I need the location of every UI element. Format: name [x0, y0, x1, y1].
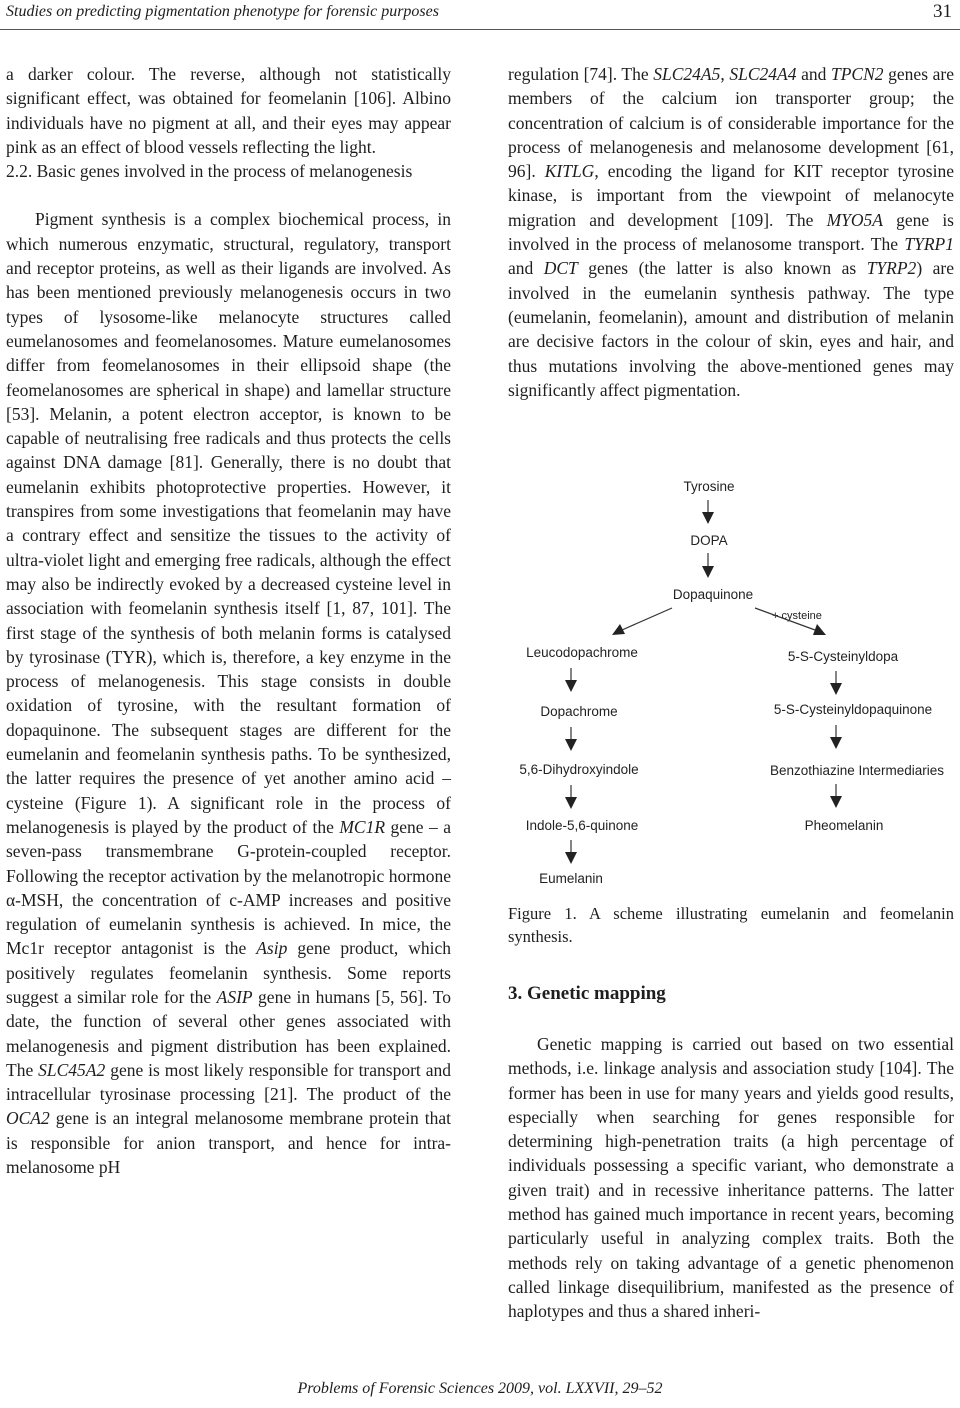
- node-dopa: DOPA: [690, 533, 728, 548]
- gene-name: TYRP1: [904, 234, 954, 255]
- arrow-dopachrome-dihydroxyindole: [565, 727, 577, 751]
- arrow-dihydroxyindole-indolequinone: [565, 785, 577, 809]
- node-eumelanin: Eumelanin: [539, 871, 603, 886]
- cysteine-label: + cysteine: [772, 610, 822, 622]
- arrow-dopa-dopaquinone: [702, 553, 714, 578]
- arrow-indolequinone-eumelanin: [565, 840, 577, 864]
- node-benzothiazine: Benzothiazine Intermediaries: [769, 763, 945, 778]
- gene-name: ASIP: [216, 986, 253, 1007]
- node-cysteinyldopa: 5-S-Cysteinyldopa: [787, 649, 899, 664]
- section-number: 2.2.: [6, 161, 33, 182]
- page-number: 31: [933, 1, 952, 22]
- arrow-dopaquinone-leucodopachrome: [612, 608, 672, 635]
- section-title: Basic genes involved in the process of melanogenesis: [36, 161, 413, 182]
- paragraph-melanogenesis: Pigment synthesis is a complex biochemical process, in which numerous enzymatic, structural, regulatory, transport and receptor proteins, as well as their ligands are involved. As has been mentioned previously melanogenesis occurs in two types of lysosome-like melanocyte structures called eumelanosomes and feomelanosomes. Mature eumelanosomes differ from feomelanosomes in their ellipsoid shape (the feomelanosomes are spherical in shape) and lamellar structure [53]. Melanin, a potent electron acceptor, is known to be capable of neutralising free radicals and thus protects the cells against DNA damage [81]. Generally, there is no doubt that eumelanin exhibits photoprotective properties. However, it transpires from some investigations that feomelanin may have a contrary effect and sensitize the tissues to the activity of ultra-violet light and emerging free radicals, although the effect may also be indirectly evoked by a decreased cysteine level in association with feomelanin synthesis itself [1, 87, 101]. The first stage of the synthesis of both melanin forms is catalysed by tyrosinase (TYR), which is, therefore, a key enzyme in the process of melanogenesis. This stage consists in double oxidation of tyrosine, with the resultant formation of dopaquinone. The subsequent stages are different for the eumelanin and feomelanin synthesis paths. To be synthesized, the latter requires the presence of yet another amino acid – cysteine (Figure 1). A significant role in the process of melanogenesis is played by the product of the MC1R gene – a seven-pass transmembrane G-protein-coupled receptor. Following the receptor activation by the melanotropic hormone α-MSH, the concentration of c-AMP increases and positive regulation of eumelanin synthesis is achieved. In mice, the Mc1r receptor antagonist is the Asip gene product, which positively regulates feomelanin synthesis. Some reports suggest a similar role for the ASIP gene in humans [5, 56]. To date, the function of several other genes associated with melanogenesis and pigment distribution has been explained. The SLC45A2 gene is most likely responsible for transport and intracellular tyrosinase processing [21]. The product of the OCA2 gene is an integral melanosome membrane protein that is responsible for anion transport, and hence for intra-melanosome pH: [6, 209, 451, 1178]
- node-dopaquinone: Dopaquinone: [672, 587, 754, 602]
- node-tyrosine: Tyrosine: [683, 479, 735, 494]
- node-dopachrome: Dopachrome: [540, 704, 618, 719]
- gene-name: MC1R: [339, 816, 386, 837]
- node-indolequinone: Indole-5,6-quinone: [525, 818, 639, 833]
- gene-name: SLC45A2: [38, 1059, 106, 1080]
- paragraph-regulation: regulation [74]. The SLC24A5, SLC24A4 and TPCN2 genes are members of the calcium ion transporter group; the concentration of calcium is of considerable importance for the process of melanogenesis and melanosome development [61, 96]. KITLG, encoding the ligand for KIT receptor tyrosine kinase, is important from the viewpoint of melanocyte migration and development [109]. The MYO5A gene is involved in the process of melanosome transport. The TYRP1 and DCT genes (the latter is also known as TYRP2) are involved in the eumelanin synthesis pathway. The type (eumelanin, feomelanin), amount and distribution of melanin are decisive factors in the colour of skin, eyes and hair, and thus mutations involving the above-mentioned genes may significantly affect pigmentation.: [508, 64, 954, 400]
- node-cysteinyldopaquinone: 5-S-Cysteinyldopaquinone: [773, 702, 933, 717]
- node-leucodopachrome: Leucodopachrome: [526, 645, 638, 660]
- gene-name: TYRP2: [866, 258, 917, 279]
- gene-name: SLC24A4: [729, 64, 797, 84]
- gene-name: SLC24A5: [653, 64, 721, 84]
- genetic-mapping-heading: 3. Genetic mapping: [508, 983, 666, 1004]
- gene-name: OCA2: [6, 1108, 50, 1129]
- figure-caption: Figure 1. A scheme illustrating eumelanin and feomelanin synthesis.: [508, 904, 954, 946]
- gene-name: KITLG: [544, 161, 595, 182]
- paragraph-genetic-mapping: Genetic mapping is carried out based on two essential methods, i.e. linkage analysis and association study [104]. The former has been in use for many years and yields good results, especially when searching for genes responsible for determining high-penetration traits (a high percentage of individuals possessing a specific variant, who demonstrate a given trait) and in recessive inheritance patterns. The latter method has gained much importance in recent years, becoming particularly useful in analyzing complex traits. Both the methods rely on taking advantage of a genetic phenomenon called linkage disequilibrium, manifested as the presence of haplotypes and thus a shared inheri-: [508, 1034, 954, 1322]
- arrow-leucodopachrome-dopachrome: [565, 668, 577, 692]
- gene-name: Asip: [256, 938, 288, 959]
- paragraph-intro: a darker colour. The reverse, although not statistically significant effect, was obtained for feomelanin [106]. Albino individuals have no pigment at all, and their eyes may appear pink as an effect of blood vessels reflecting the light.: [6, 64, 451, 157]
- arrow-cysteinyldopa-cysteinyldopaquinone: [830, 671, 842, 695]
- arrow-benzothiazine-pheomelanin: [830, 784, 842, 808]
- genetic-mapping-body: [508, 1032, 954, 1324]
- gene-name: TPCN2: [831, 64, 884, 84]
- page-footer: Problems of Forensic Sciences 2009, vol. LXXVII, 29–52: [297, 1380, 663, 1397]
- gene-name: MYO5A: [826, 209, 883, 230]
- node-pheomelanin: Pheomelanin: [804, 818, 884, 833]
- node-dihydroxyindole: 5,6-Dihydroxyindole: [519, 762, 639, 777]
- running-title: Studies on predicting pigmentation phenotype for forensic purposes: [6, 3, 439, 20]
- gene-name: DCT: [543, 258, 578, 279]
- arrow-tyrosine-dopa: [702, 500, 714, 524]
- arrow-cysteinyldopaquinone-benzothiazine: [830, 725, 842, 749]
